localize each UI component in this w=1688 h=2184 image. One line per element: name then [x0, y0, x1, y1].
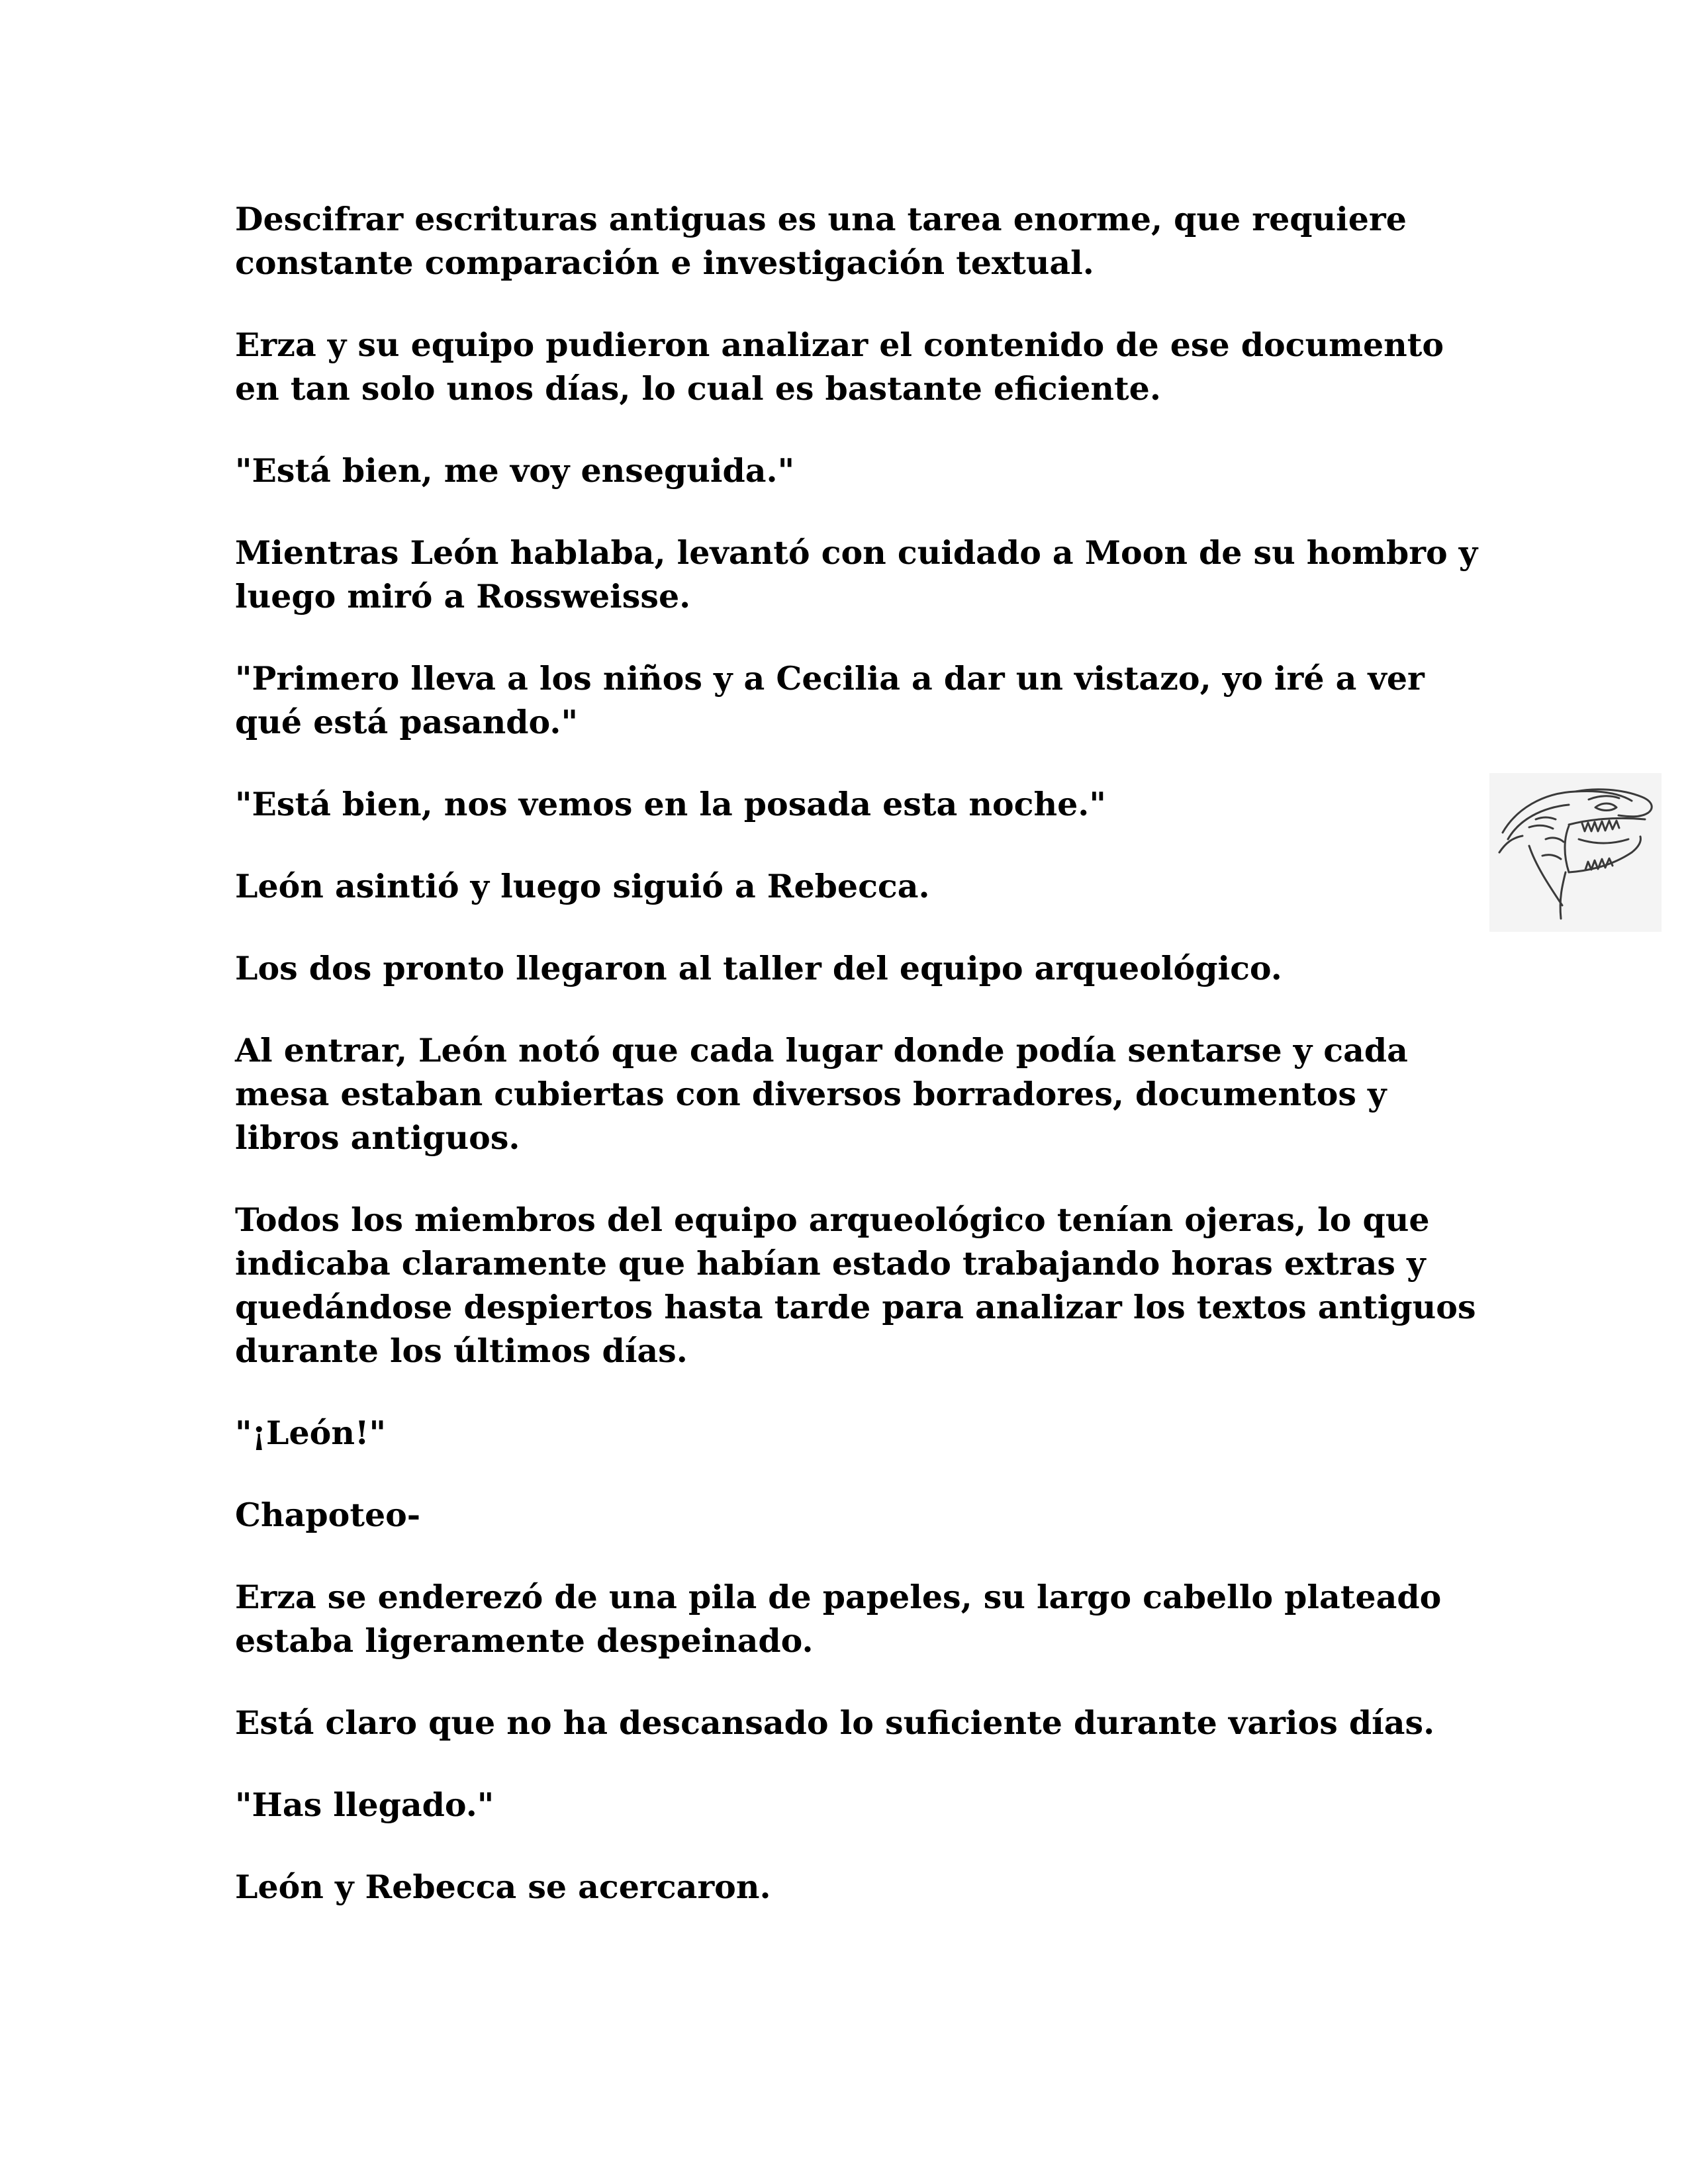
paragraph: Erza y su equipo pudieron analizar el contenido de ese documento en tan solo unos días, lo cual es bastante eficiente.: [235, 326, 1444, 408]
paragraph: Los dos pronto llegaron al taller del equipo arqueológico.: [235, 949, 1282, 987]
paragraph: "Está bien, nos vemos en la posada esta noche.": [235, 785, 1106, 823]
document-body: [235, 197, 1479, 1947]
paragraph: León asintió y luego siguió a Rebecca.: [235, 867, 930, 905]
paragraph: Erza se enderezó de una pila de papeles, su largo cabello plateado estaba ligeramente despeinado.: [235, 1578, 1442, 1660]
paragraph: León y Rebecca se acercaron.: [235, 1868, 771, 1906]
paragraph: Todos los miembros del equipo arqueológico tenían ojeras, lo que indicaba claramente que habían estado trabajando horas extras y quedándose despiertos hasta tarde para analizar los textos antiguos durante los últimos días.: [235, 1201, 1476, 1370]
paragraph: Chapoteo-: [235, 1496, 421, 1534]
paragraph: Descifrar escrituras antiguas es una tarea enorme, que requiere constante comparación e investigación textual.: [235, 200, 1407, 282]
dinosaur-head-sketch-icon: [1489, 773, 1662, 932]
paragraph: "¡León!": [235, 1414, 387, 1452]
paragraph: Está claro que no ha descansado lo suficiente durante varios días.: [235, 1704, 1435, 1742]
paragraph: "Has llegado.": [235, 1786, 494, 1824]
paragraph: "Primero lleva a los niños y a Cecilia a dar un vistazo, yo iré a ver qué está pasando.": [235, 659, 1425, 741]
paragraph: Mientras León hablaba, levantó con cuidado a Moon de su hombro y luego miró a Rossweisse.: [235, 533, 1478, 615]
paragraph: "Está bien, me voy enseguida.": [235, 451, 795, 490]
paragraph: Al entrar, León notó que cada lugar donde podía sentarse y cada mesa estaban cubiertas con diversos borradores, documentos y libros antiguos.: [235, 1031, 1408, 1157]
